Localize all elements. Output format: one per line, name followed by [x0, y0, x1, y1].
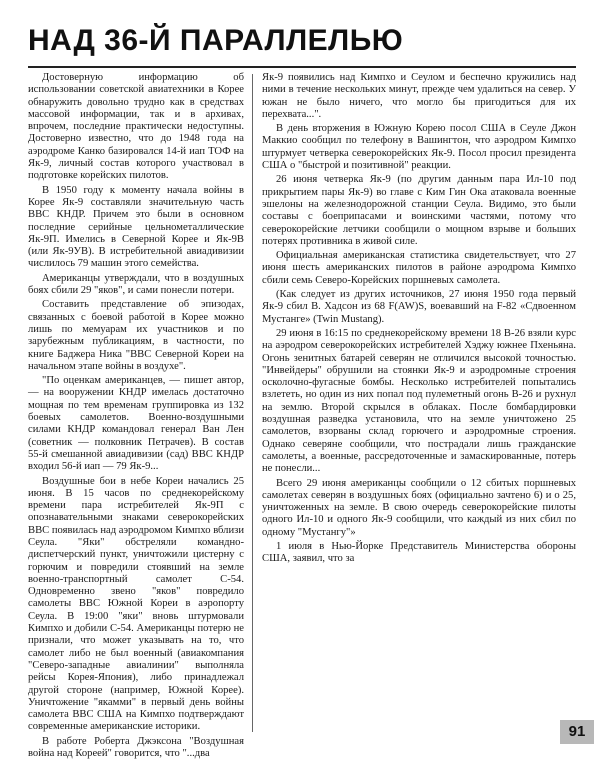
left-column: [28, 72, 244, 760]
paragraph: 26 июня четверка Як-9 (по другим данным пара Ил-10 под прикрытием пары Як-9) во главе с Ким Гин Ока атаковала военные эшелоны на железнодорожной станции Сеула. Видимо, это были составы с боеприпасами и воинскими частями, потому что северокорейские летчики сообщили о мощном взрыве и больших потерях противника в живой силе.: [262, 174, 576, 247]
paragraph: Воздушные бои в небе Кореи начались 25 июня. В 15 часов по среднекорейскому времени пара истребителей Як-9П с опознавательными знаками северокорейских ВВС появилась над аэродромом Кимпхо вблизи Сеула. "Яки" обстреляли командно-диспетчерский пункт, уничтожили цистерну с горючим и повредили стоявший на земле военно-транспортный самолет С-54. Одновременно звено "яков" повредило самолеты ВВС Южной Кореи в аэропорту Сеула. В 19:00 "яки" вновь штурмовали Кимпхо и добили С-54. Американцы потерю не признали, что может указывать на то, что самолет либо не был военный (авиакомпания "Северо-западные авиалинии" выполняла рейсы Корея-Япония), либо принадлежал другой стороне (например, Южной Корее). Уничтожение "якамми" в первый день войны самолета ВВС США на Кимпхо подтверждают современные американские историки.: [28, 475, 244, 733]
paragraph: Всего 29 июня американцы сообщили о 12 сбитых поршневых самолетах северян в воздушных боях (официально зачтено 6) и о 25, уничтоженных на земле. В свою очередь северокорейские пилоты одного Ил-10 и одного Як-9 сообщили, что каждый из них сбил по одному "Мустангу"»: [262, 477, 576, 538]
paragraph: Як-9 появились над Кимпхо и Сеулом и беспечно кружились над ними в течение нескольких минут, прежде чем удалиться на север. У южан не было ничего, что могло бы пригодиться для их перехвата...".: [262, 72, 576, 120]
paragraph: Достоверную информацию об использовании советской авиатехники в Корее обнаружить довольно трудно как в средствах массовой информации, так и в архивах, впрочем, последние практически недоступны. Достоверно известно, что до 1948 года на аэродроме Канко базировался 14-й иап ТОФ на Як-9, личный состав которого участвовал в подготовке корейских пилотов.: [28, 72, 244, 182]
paragraph: В 1950 году к моменту начала войны в Корее Як-9 составляли значительную часть ВВС КНДР. Причем это были в основном последние серийные цельнометаллические Як-9П. Имелись в Северной Корее и Як-9В (или Як-9УВ). В истребительной авиадивизии числилось 79 машин этого семейства.: [28, 184, 244, 270]
paragraph: В день вторжения в Южную Корею посол США в Сеуле Джон Маккио сообщил по телефону в Вашингтон, что аэродром Кимпхо штурмует четверка северокорейских Як-9. Посол просил президента США о "быстрой и позитивной" реакции.: [262, 123, 576, 172]
paragraph: 1 июля в Нью-Йорке Представитель Министерства обороны США, заявил, что за: [262, 540, 576, 565]
title-rule: [28, 66, 576, 68]
page-number: 91: [560, 720, 594, 744]
right-column: [262, 72, 576, 734]
article-title: НАД 36-Й ПАРАЛЛЕЛЬЮ: [28, 24, 404, 57]
paragraph: 29 июня в 16:15 по среднекорейскому времени 18 В-26 взяли курс на аэродром северокорейских истребителей Хэджу южнее Пхеньяна. Огонь зенитных батарей северян не отличился высокой точностью. "Инвейдеры" обрушили на стоянки Як-9 и аэродромные строения осколочно-фугасные бомбы. Несколько истребителей попытались взлететь, но один из них попал под пулеметный огонь В-26 и рухнул на землю. Второй скрылся в облаках. После бомбардировки воздушная разведка установила, что на земле уничтожено 25 самолетов, взорваны склад горючего и аэродромные строения. Однако северяне сообщили, что пострадали лишь гражданские самолеты, а военные, рассредоточенные и замаскированные, потерь не понесли...: [262, 327, 576, 475]
paragraph: "По оценкам американцев, — пишет автор, — на вооружении КНДР имелась достаточно мощная по тем временам группировка из 132 боевых самолетов. Военно-воздушными силами КНДР командовал генерал Ван Лен (советник — полковник Петрачев). В состав 55-й смешанной авиадивизии (сад) ВВС КНДР входил 56-й иап — 79 Як-9...: [28, 375, 244, 473]
column-divider: [252, 74, 253, 732]
paragraph: В работе Роберта Джэксона "Воздушная война над Кореей" говорится, что "...два: [28, 735, 244, 760]
paragraph: (Как следует из других источников, 27 июня 1950 года первый Як-9 сбил В. Хадсон из 68 F(AW)S, воевавший на F-82 «Сдвоенном Мустанге» (Twin Mustang).: [262, 289, 576, 325]
paragraph: Составить представление об эпизодах, связанных с боевой работой в Корее можно лишь по мемуарам их участников и по зарубежным публикациям, в частности, по книге Баджера Ника "ВВС Северной Кореи на начальном этапе войны в воздухе".: [28, 299, 244, 372]
paragraph: Американцы утверждали, что в воздушных боях сбили 29 "яков", и сами понесли потери.: [28, 272, 244, 297]
paragraph: Официальная американская статистика свидетельствует, что 27 июня шесть американских пилотов в районе аэродрома Кимпхо сбили семь Северо-Корейских поршневых самолета.: [262, 250, 576, 286]
